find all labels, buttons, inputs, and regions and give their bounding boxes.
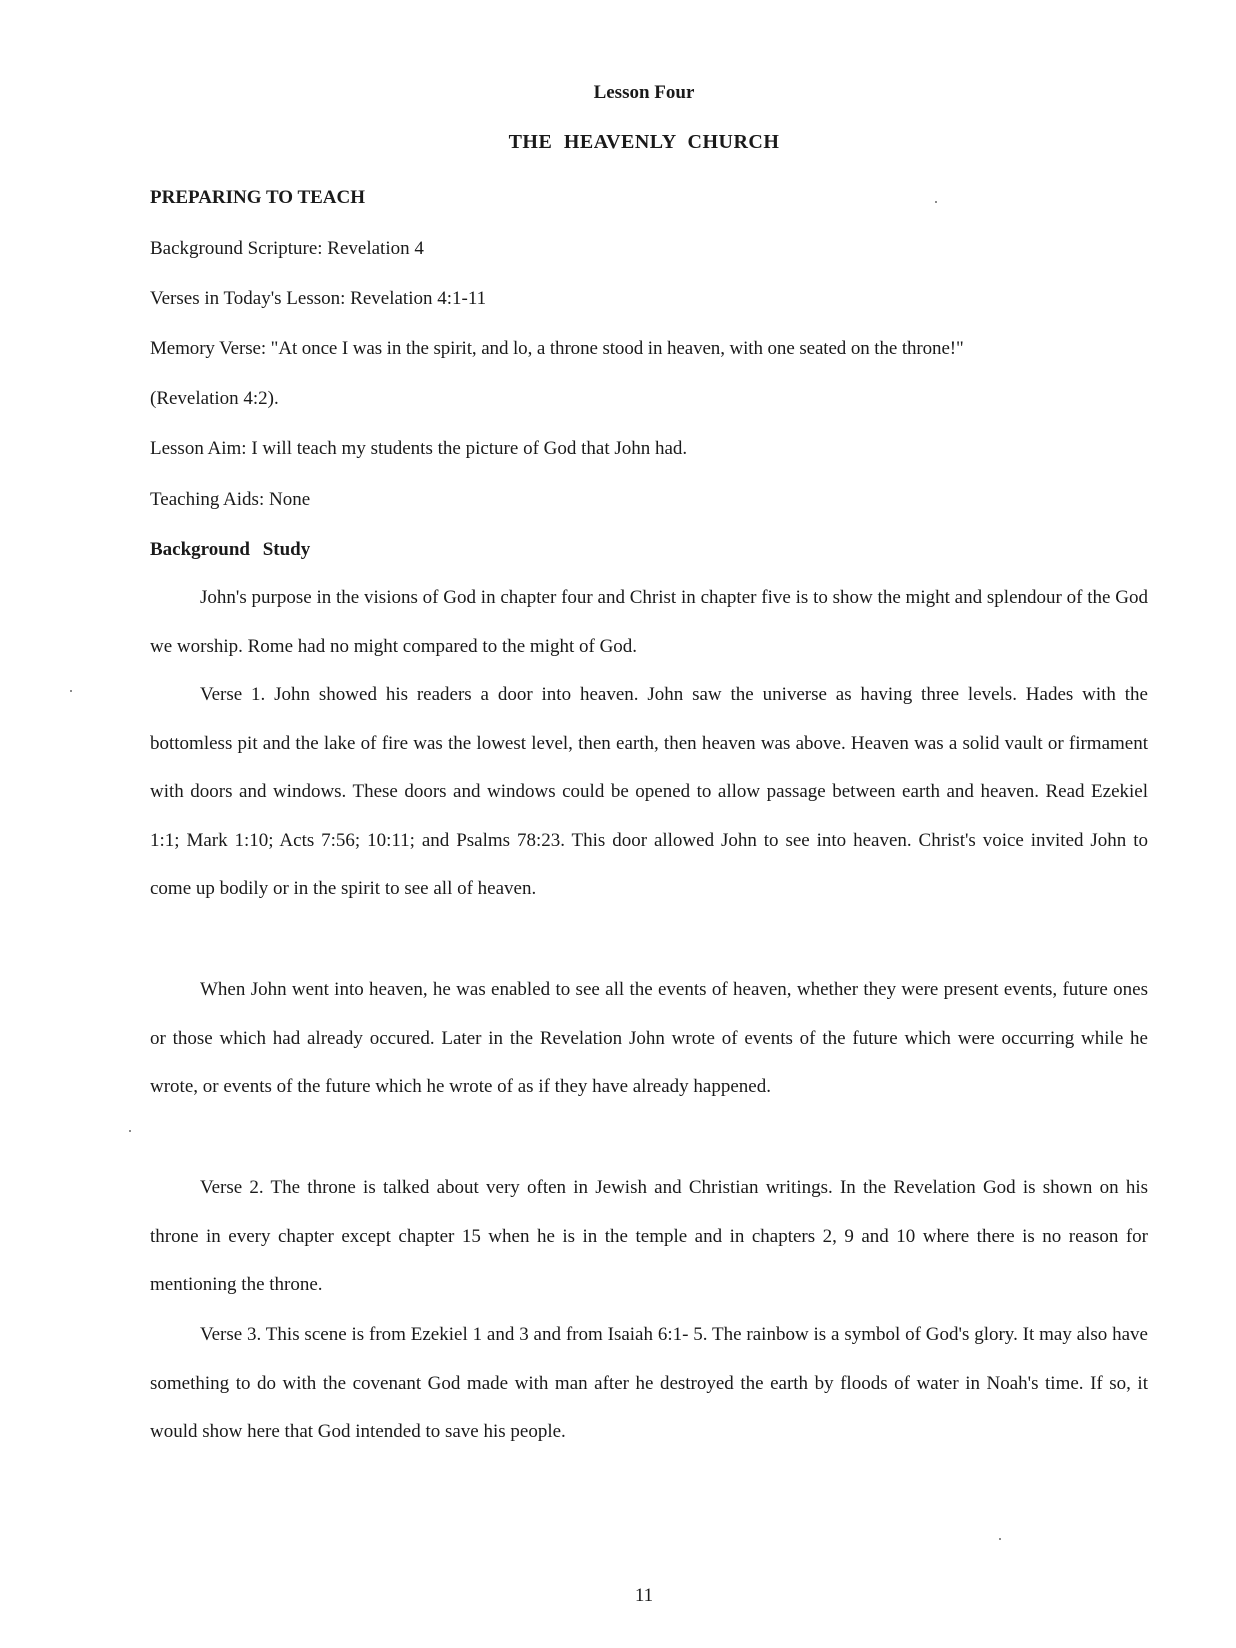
verses-in-lesson: Verses in Today's Lesson: Revelation 4:1-11 — [150, 288, 487, 309]
page-number: 11 — [634, 1585, 654, 1606]
paragraph-purpose: John's purpose in the visions of God in chapter four and Christ in chapter five is to show the might and splendour of the God we worship. Rome had no might compared to the might of God. — [150, 587, 1148, 657]
lesson-label: Lesson Four — [593, 82, 695, 103]
scan-speck — [935, 201, 937, 203]
memory-verse-line-2: (Revelation 4:2). — [150, 388, 279, 409]
preparing-heading: PREPARING TO TEACH — [150, 187, 366, 208]
scan-speck — [999, 1538, 1001, 1540]
teaching-aids: Teaching Aids: None — [150, 489, 311, 510]
background-study-heading: Background Study — [150, 539, 311, 560]
paragraph-verse-1: Verse 1. John showed his readers a door into heaven. John saw the universe as having three levels. Hades with the bottomless pit and the lake of fire was the lowest level, then earth, then heaven was above. Heaven was a solid vault or firmament with doors and windows. These doors and windows could be opened to allow passage between earth and heaven. Read Ezekiel 1:1; Mark 1:10; Acts 7:56; 10:11; and Psalms 78:23. This door allowed John to see into heaven. Christ's voice invited John to come up bodily or in the spirit to see all of heaven. — [150, 684, 1148, 900]
paragraph-verse-3: Verse 3. This scene is from Ezekiel 1 and 3 and from Isaiah 6:1- 5. The rainbow is a symbol of God's glory. It may also have something to do with the covenant God made with man after he destroyed the earth by floods of water in Noah's time. If so, it would show here that God intended to save his people. — [150, 1324, 1148, 1443]
lesson-aim: Lesson Aim: I will teach my students the picture of God that John had. — [150, 438, 688, 459]
scan-speck — [70, 690, 72, 692]
memory-verse-line-1: Memory Verse: "At once I was in the spirit, and lo, a throne stood in heaven, with one seated on the throne!" — [150, 338, 964, 359]
paragraph-heaven-events: When John went into heaven, he was enabled to see all the events of heaven, whether they were present events, future ones or those which had already occured. Later in the Revelation John wrote of events of the future which were occurring while he wrote, or events of the future which he wrote of as if they have already happened. — [150, 979, 1148, 1098]
background-scripture: Background Scripture: Revelation 4 — [150, 238, 424, 259]
scan-speck — [129, 1130, 131, 1132]
paragraph-verse-2: Verse 2. The throne is talked about very often in Jewish and Christian writings. In the Revelation God is shown on his throne in every chapter except chapter 15 when he is in the temple and in chapters 2, 9 and 10 where there is no reason for mentioning the throne. — [150, 1177, 1148, 1296]
lesson-title: THE HEAVENLY CHURCH — [508, 131, 780, 153]
